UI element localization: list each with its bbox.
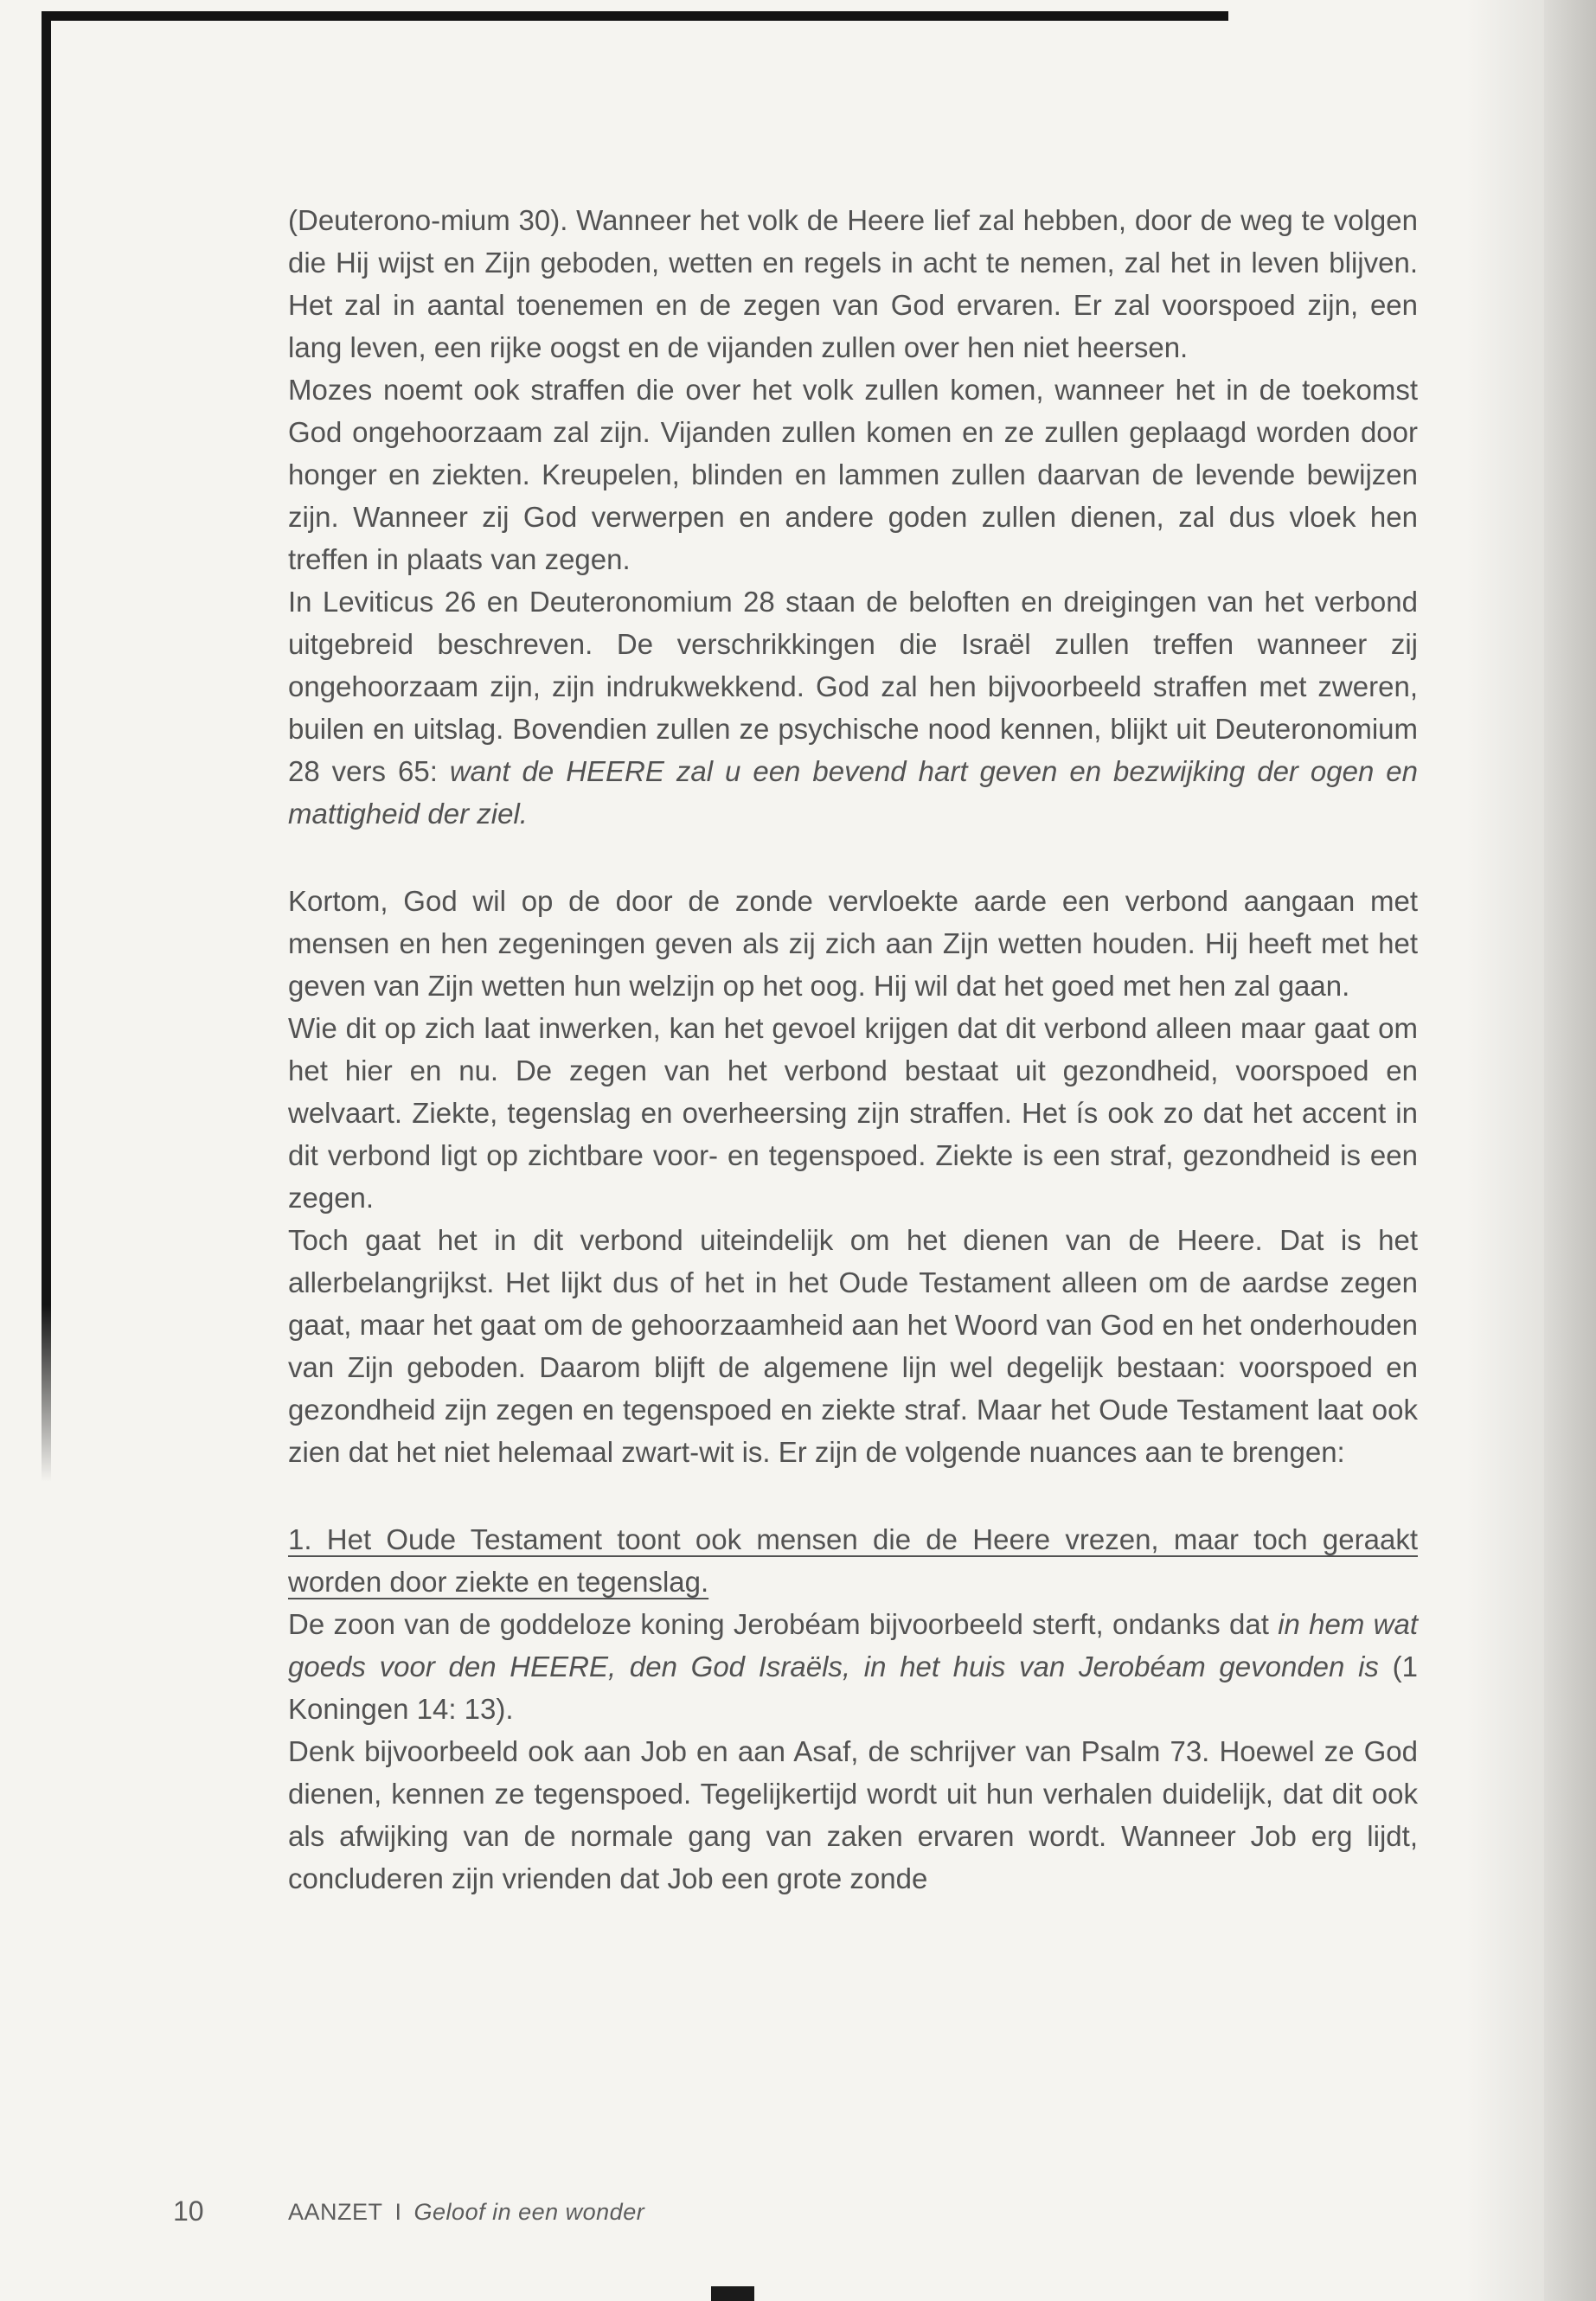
paragraph xyxy=(288,1730,1418,1900)
scan-edge-top xyxy=(42,11,1228,21)
footer-chapter-title: Geloof in een wonder xyxy=(413,2199,645,2225)
paragraph-segment: De zoon van de goddeloze koning Jerobéam bijvoorbeeld sterft, ondanks dat xyxy=(288,1608,1279,1640)
paragraph xyxy=(288,1007,1418,1219)
section-heading xyxy=(288,1518,1418,1603)
footer-book-title: AANZET xyxy=(288,2199,383,2225)
page-edge-shadow xyxy=(1466,0,1596,2301)
page-number: 10 xyxy=(173,2195,204,2227)
paragraph-segment: In Leviticus 26 en Deuteronomium 28 staan de beloften en dreigingen van het verbond uitgebreid beschreven. De verschrikkingen die Israël zullen treffen wanneer zij ongehoorzaam zijn, zijn indrukwekkend. God zal hen bijvoorbeeld straffen met zweren, builen en uitslag. Bovendien zullen ze psychische nood kennen, blijkt uit Deuteronomium 28 vers 65: xyxy=(288,586,1418,787)
paragraph-segment: (1 Koningen 14: 13). xyxy=(288,1650,1418,1725)
paragraph-segment: (Deuterono-mium 30). Wanneer het volk de Heere lief zal hebben, door de weg te volgen die Hij wijst en Zijn geboden, wetten en regels in acht te nemen, zal het in leven blijven. Het zal in aantal toenemen en de zegen van God ervaren. Er zal voorspoed zijn, een lang leven, een rijke oogst en de vijanden zullen over hen niet heersen. xyxy=(288,204,1418,363)
page-edge-shadow-inner xyxy=(1544,0,1596,2301)
paragraph xyxy=(288,199,1418,369)
paragraph-segment: Kortom, God wil op de door de zonde vervloekte aarde een verbond aangaan met mensen en hen zegeningen geven als zij zich aan Zijn wetten houden. Hij heeft met het geven van Zijn wetten hun welzijn op het oog. Hij wil dat het goed met hen zal gaan. xyxy=(288,885,1418,1002)
paragraph-segment-italic: in hem wat goeds voor den HEERE, den God Israëls, in het huis van Jerobéam gevonden is xyxy=(288,1608,1418,1682)
text-block xyxy=(288,199,1418,1900)
footer-running-title xyxy=(288,2199,644,2226)
paragraph-segment-italic: want de HEERE zal u een bevend hart geven en bezwijking der ogen en mattigheid der ziel. xyxy=(288,755,1418,830)
paragraph-segment: Mozes noemt ook straffen die over het volk zullen komen, wanneer het in de toekomst God ongehoorzaam zal zijn. Vijanden zullen komen en ze zullen geplaagd worden door honger en ziekten. Kreupelen, blinden en lammen zullen daarvan de levende bewijzen zijn. Wanneer zij God verwerpen en andere goden zullen dienen, zal dus vloek hen treffen in plaats van zegen. xyxy=(288,374,1418,575)
paragraph-segment: Toch gaat het in dit verbond uiteindelijk om het dienen van de Heere. Dat is het allerbelangrijkst. Het lijkt dus of het in het Oude Testament alleen om de aardse zegen gaat, maar het gaat om de gehoorzaamheid aan het Woord van God en het onderhouden van Zijn geboden. Daarom blijft de algemene lijn wel degelijk bestaan: voorspoed en gezondheid zijn zegen en tegenspoed en ziekte straf. Maar het Oude Testament laat ook zien dat het niet helemaal zwart-wit is. Er zijn de volgende nuances aan te brengen: xyxy=(288,1224,1418,1468)
paragraph xyxy=(288,1603,1418,1730)
paragraph xyxy=(288,880,1418,1007)
paragraph xyxy=(288,580,1418,835)
page-footer xyxy=(0,2195,1596,2234)
paragraph xyxy=(288,1219,1418,1473)
paragraph xyxy=(288,369,1418,580)
scan-edge-left xyxy=(42,11,51,1482)
footer-separator: I xyxy=(394,2199,402,2225)
paragraph-segment: Denk bijvoorbeeld ook aan Job en aan Asaf, de schrijver van Psalm 73. Hoewel ze God dienen, kennen ze tegenspoed. Tegelijkertijd wordt uit hun verhalen duidelijk, dat dit ook als afwijking van de normale gang van zaken ervaren wordt. Wanneer Job erg lijdt, concluderen zijn vrienden dat Job een grote zonde xyxy=(288,1735,1418,1894)
paragraph-segment: Wie dit op zich laat inwerken, kan het gevoel krijgen dat dit verbond alleen maar gaat om het hier en nu. De zegen van het verbond bestaat uit gezondheid, voorspoed en welvaart. Ziekte, tegenslag en overheersing zijn straffen. Het ís ook zo dat het accent in dit verbond ligt op zichtbare voor- en tegenspoed. Ziekte is een straf, gezondheid is een zegen. xyxy=(288,1012,1418,1214)
paragraph-segment: 1. Het Oude Testament toont ook mensen die de Heere vrezen, maar toch geraakt worden door ziekte en tegenslag. xyxy=(288,1523,1418,1598)
scan-artifact xyxy=(711,2286,754,2301)
